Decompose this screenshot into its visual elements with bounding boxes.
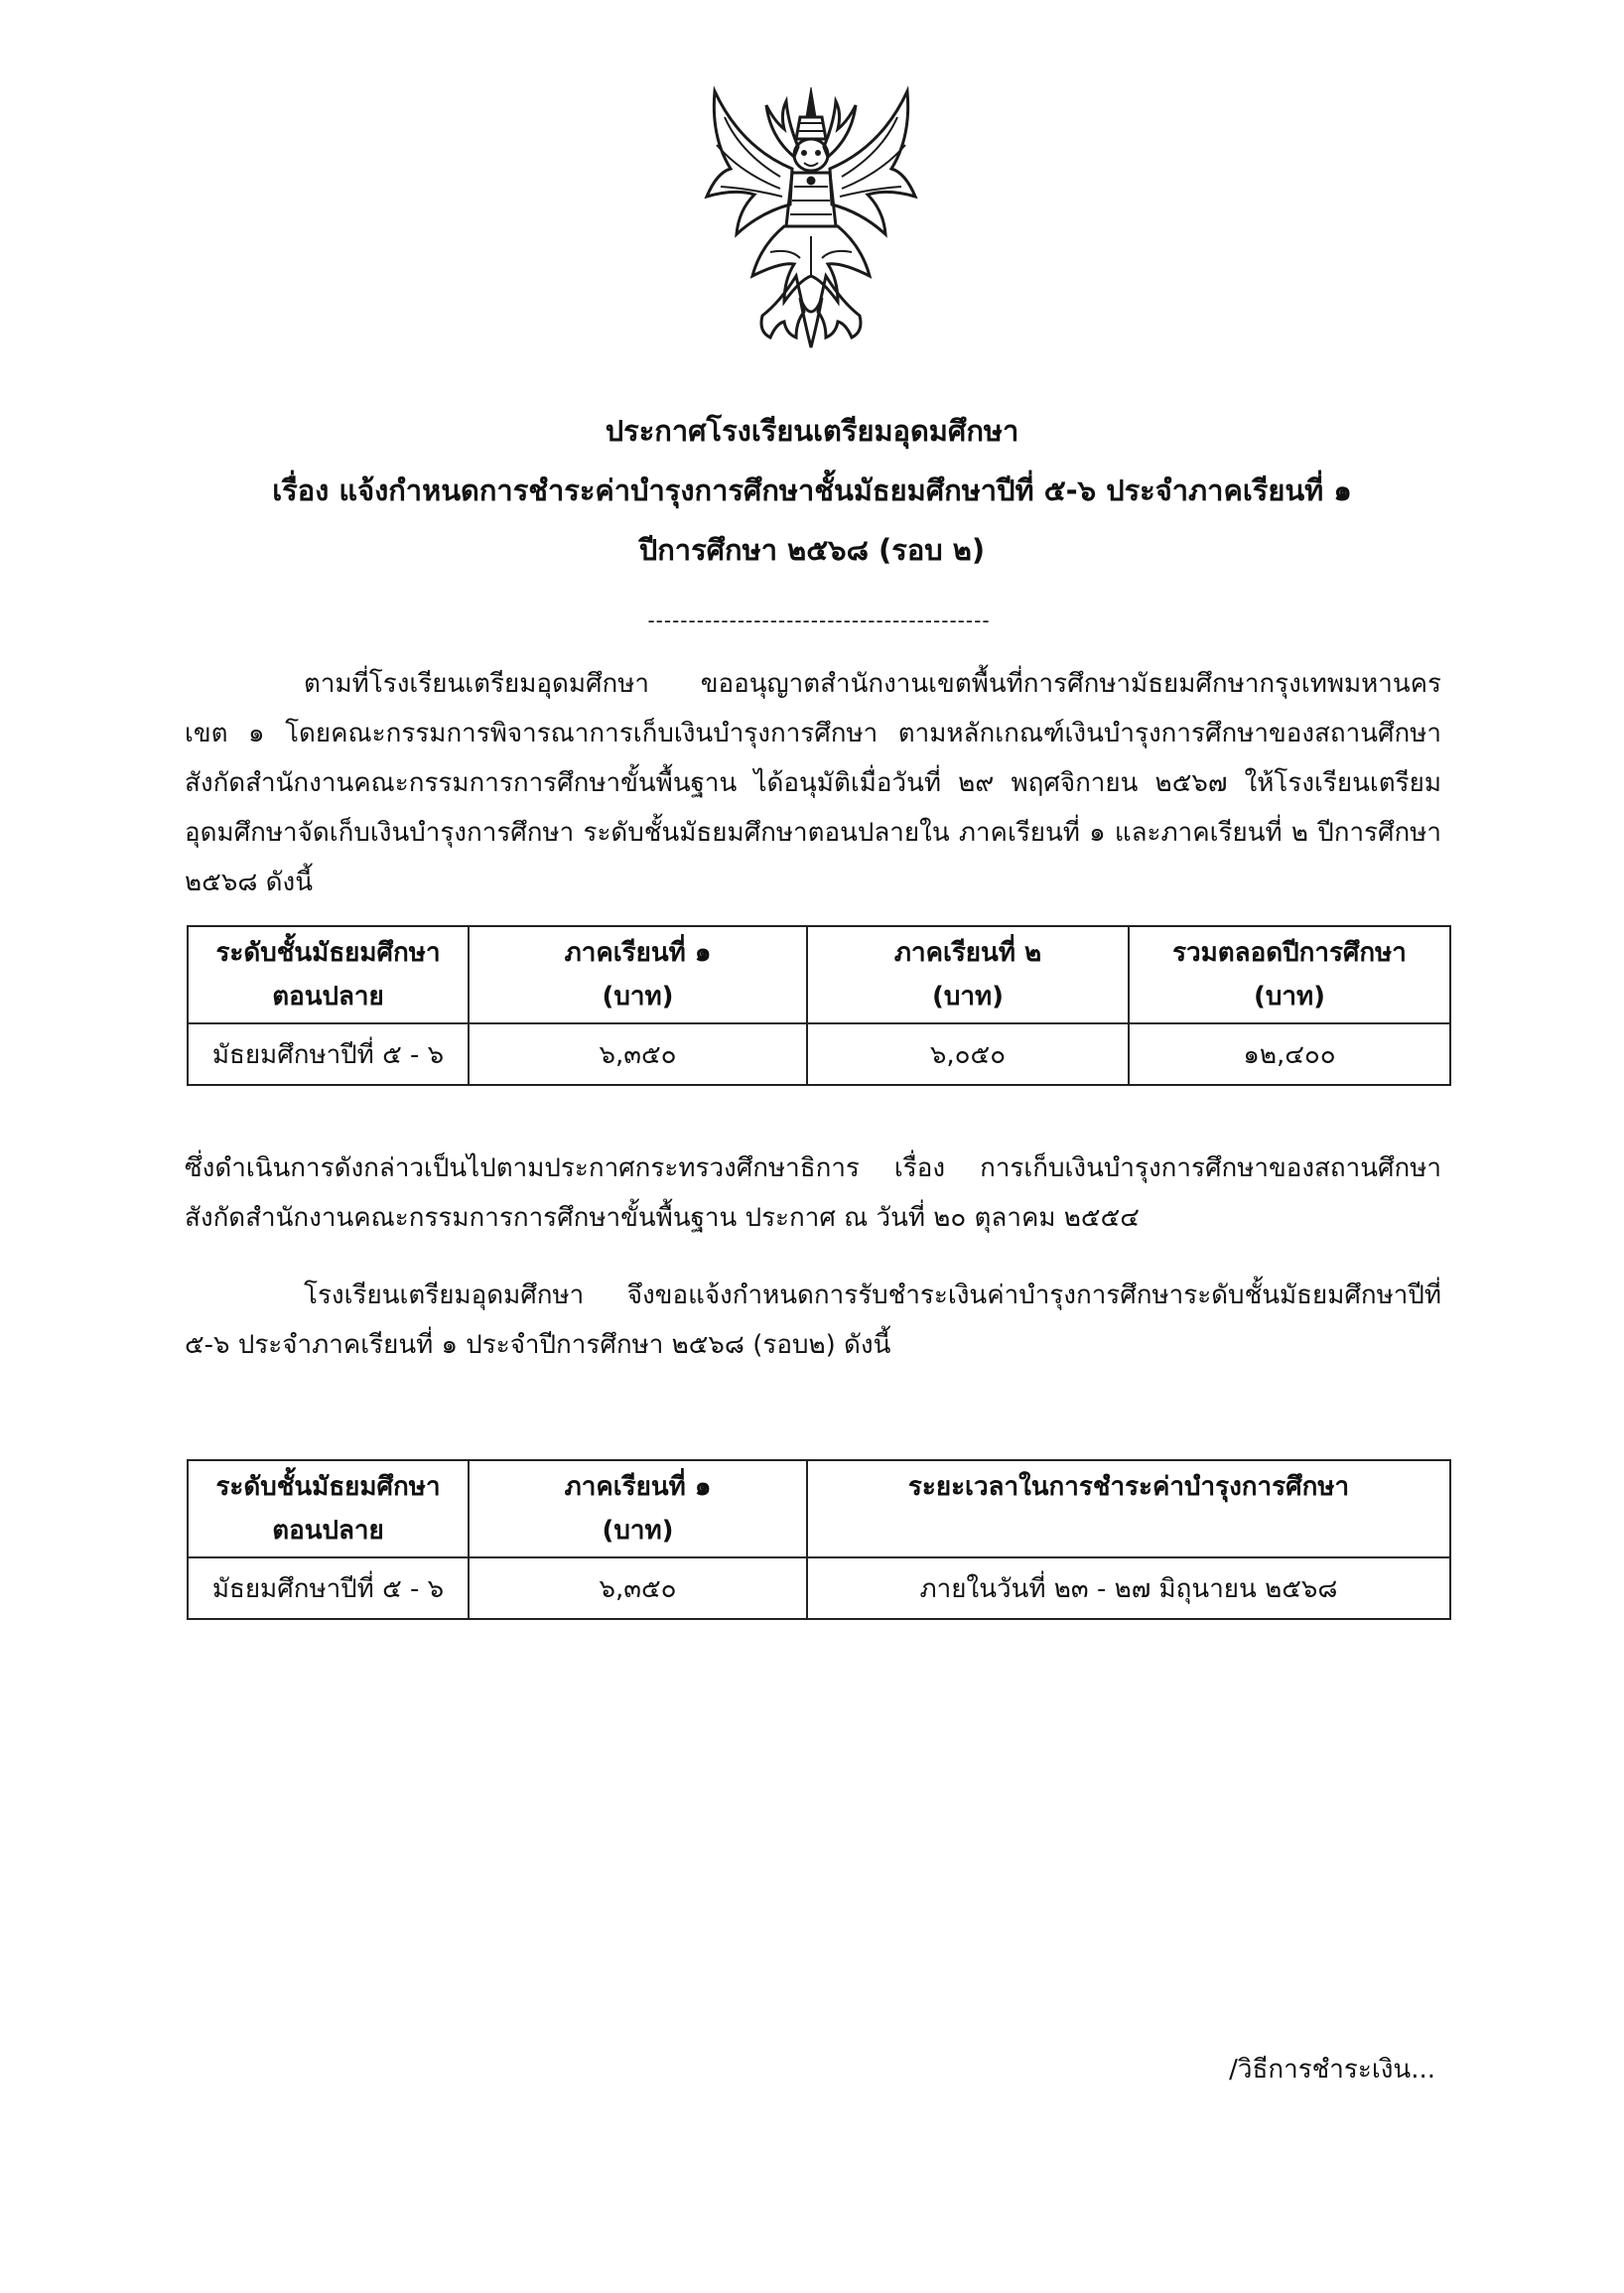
heading-divider: ------------------------------------------ xyxy=(647,608,991,632)
paragraph-approval xyxy=(185,659,1441,907)
fee-table-header-term1: ภาคเรียนที่ ๑ (บาท) xyxy=(469,926,807,1023)
payment-table-cell-level: มัธยมศึกษาปีที่ ๕ - ๖ xyxy=(188,1557,469,1619)
fee-table-cell-level: มัธยมศึกษาปีที่ ๕ - ๖ xyxy=(188,1023,469,1085)
announcement-subject: เรื่อง แจ้งกำหนดการชำระค่าบำรุงการศึกษาชั้นมัธยมศึกษาปีที่ ๕-๖ ประจำภาคเรียนที่ ๑ xyxy=(272,473,1352,507)
paragraph-approval-text: ตามที่โรงเรียนเตรียมอุดมศึกษา ขออนุญาตสำนักงานเขตพื้นที่การศึกษามัธยมศึกษากรุงเทพมหานคร เขต ๑ โดยคณะกรรมการพิจารณาการเก็บเงินบำรุงการศึกษา ตามหลักเกณฑ์เงินบำรุงการศึกษาของสถานศึกษา สังกัดสำนักงานคณะกรรมการการศึกษาขั้นพื้นฐาน ได้อนุมัติเมื่อวันที่ ๒๙ พฤศจิกายน ๒๕๖๗ ให้โรงเรียนเตรียมอุดมศึกษาจัดเก็บเงินบำรุงการศึกษา ระดับชั้นมัธยมศึกษาตอนปลายใน ภาคเรียนที่ ๑ และภาคเรียนที่ ๒ ปีการศึกษา ๒๕๖๘ ดังนี้ xyxy=(185,669,1441,897)
paragraph-payment-notice xyxy=(185,1271,1441,1370)
announcement-title: ประกาศโรงเรียนเตรียมอุดมศึกษา xyxy=(605,414,1019,448)
payment-table-cell-term1: ๖,๓๕๐ xyxy=(469,1557,807,1619)
fee-table-header-term2: ภาคเรียนที่ ๒ (บาท) xyxy=(807,926,1129,1023)
table-row xyxy=(188,1023,1450,1085)
payment-table-cell-period: ภายในวันที่ ๒๓ - ๒๗ มิถุนายน ๒๕๖๘ xyxy=(807,1557,1450,1619)
fee-table-cell-term1: ๖,๓๕๐ xyxy=(469,1023,807,1085)
fee-table-header-total: รวมตลอดปีการศึกษา (บาท) xyxy=(1129,926,1450,1023)
payment-table-header-level: ระดับชั้นมัธยมศึกษา ตอนปลาย xyxy=(188,1460,469,1557)
fee-table-cell-total: ๑๒,๔๐๐ xyxy=(1129,1023,1450,1085)
fee-table xyxy=(187,925,1451,1086)
continuation-note: /วิธีการชำระเงิน... xyxy=(1229,2055,1435,2085)
fee-table-cell-term2: ๖,๐๕๐ xyxy=(807,1023,1129,1085)
table-row xyxy=(188,1557,1450,1619)
garuda-emblem-icon xyxy=(701,77,921,353)
payment-schedule-table xyxy=(187,1459,1451,1620)
announcement-academic-year: ปีการศึกษา ๒๕๖๘ (รอบ ๒) xyxy=(638,533,986,567)
fee-table-header-level: ระดับชั้นมัธยมศึกษา ตอนปลาย xyxy=(188,926,469,1023)
payment-table-header-term1: ภาคเรียนที่ ๑ (บาท) xyxy=(469,1460,807,1557)
paragraph-regulation: ซึ่งดำเนินการดังกล่าวเป็นไปตามประกาศกระทรวงศึกษาธิการ เรื่อง การเก็บเงินบำรุงการศึกษาของสถานศึกษา สังกัดสำนักงานคณะกรรมการการศึกษาขั้นพื้นฐาน ประกาศ ณ วันที่ ๒๐ ตุลาคม ๒๕๕๔ xyxy=(185,1153,1441,1233)
fee-table-header-row xyxy=(188,926,1450,1023)
payment-table-header-period: ระยะเวลาในการชำระค่าบำรุงการศึกษา xyxy=(807,1460,1450,1557)
payment-table-header-row xyxy=(188,1460,1450,1557)
paragraph-payment-notice-text: โรงเรียนเตรียมอุดมศึกษา จึงขอแจ้งกำหนดการรับชำระเงินค่าบำรุงการศึกษาระดับชั้นมัธยมศึกษาปีที่ ๕-๖ ประจำภาคเรียนที่ ๑ ประจำปีการศึกษา ๒๕๖๘ (รอบ๒) ดังนี้ xyxy=(185,1281,1441,1360)
